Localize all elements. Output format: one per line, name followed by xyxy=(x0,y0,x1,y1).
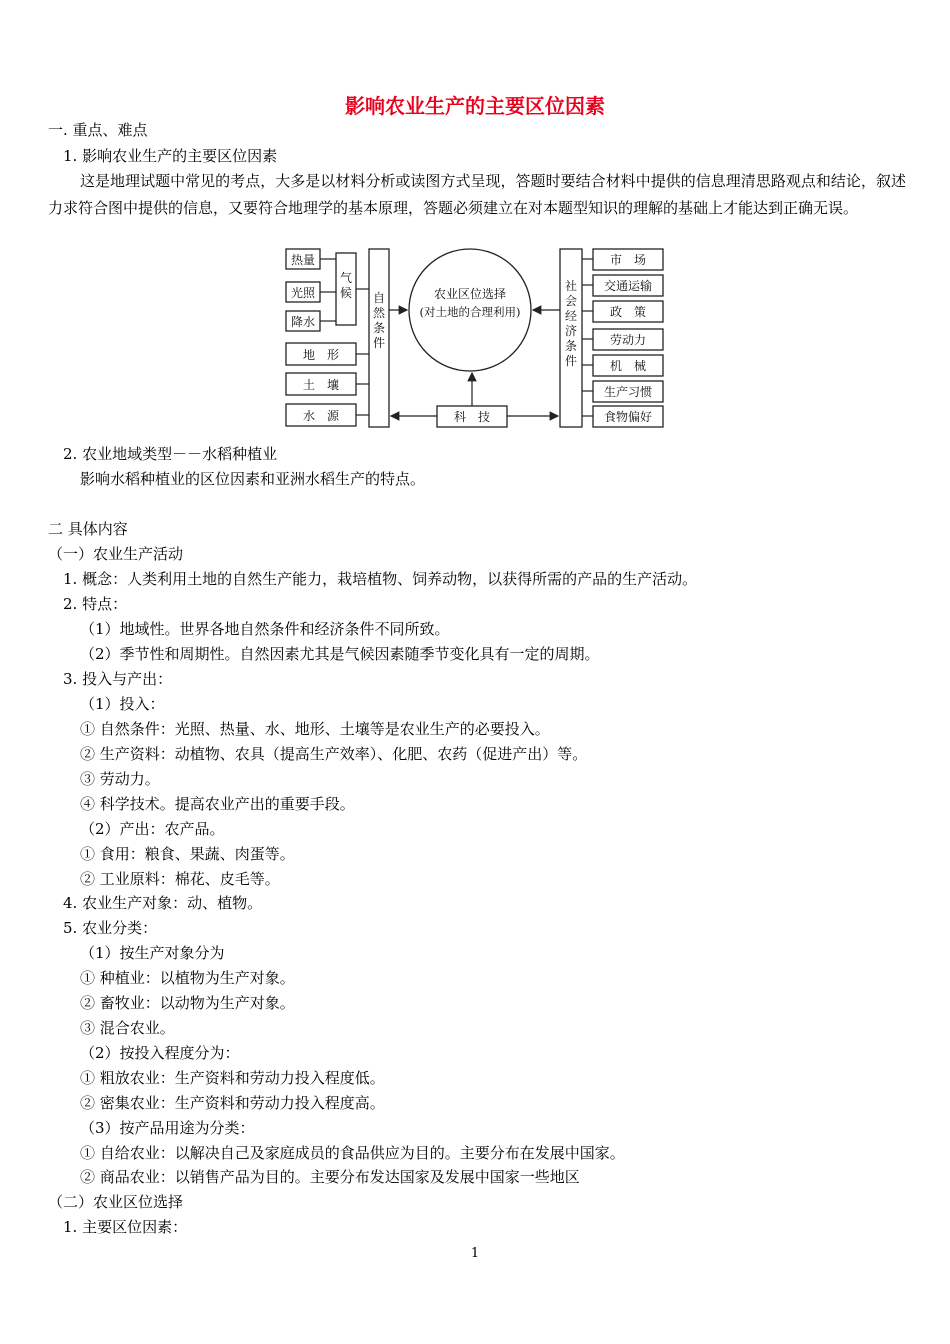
list-item: ③ 混合农业。 xyxy=(80,1019,175,1037)
list-item: ③ 劳动力。 xyxy=(80,770,160,788)
location-factors-diagram xyxy=(282,244,666,430)
list-item: ① 食用：粮食、果蔬、肉蛋等。 xyxy=(80,845,295,863)
market-label: 市 场 xyxy=(609,253,647,267)
subsection-heading: （二）农业区位选择 xyxy=(48,1193,184,1211)
list-item: ② 畜牧业：以动物为生产对象。 xyxy=(80,994,295,1012)
machinery-label: 机 械 xyxy=(609,359,647,373)
subsection-heading: （一）农业生产活动 xyxy=(48,545,184,563)
list-item: ② 生产资料：动植物、农具（提高生产效率）、化肥、农药（促进产出）等。 xyxy=(80,745,588,763)
list-item: （1）地域性。世界各地自然条件和经济条件不同所致。 xyxy=(80,620,450,638)
list-item: ② 密集农业：生产资料和劳动力投入程度高。 xyxy=(80,1094,385,1112)
list-item: 1. 影响农业生产的主要区位因素 xyxy=(63,147,278,165)
list-item: 1. 概念：人类利用土地的自然生产能力，栽培植物、饲养动物，以获得所需的产品的生产活动。 xyxy=(63,570,698,588)
list-item: （2）产出：农产品。 xyxy=(80,820,225,838)
list-item: （1）按生产对象分为 xyxy=(80,944,225,962)
list-item: 2. 特点： xyxy=(63,595,128,613)
list-item: （2）季节性和周期性。自然因素尤其是气候因素随季节变化具有一定的周期。 xyxy=(80,645,600,663)
list-item: ① 自然条件：光照、热量、水、地形、土壤等是农业生产的必要投入。 xyxy=(80,720,550,738)
heat-label: 热量 xyxy=(290,253,316,267)
list-item: ① 自给农业：以解决自己及家庭成员的食品供应为目的。主要分布在发展中国家。 xyxy=(80,1144,625,1162)
list-item: 3. 投入与产出： xyxy=(63,670,173,688)
list-item-desc: 影响水稻种植业的区位因素和亚洲水稻生产的特点。 xyxy=(80,470,426,488)
list-item: ① 粗放农业：生产资料和劳动力投入程度低。 xyxy=(80,1069,385,1087)
list-item: （3）按产品用途为分类： xyxy=(80,1119,255,1137)
center-title: 农业区位选择 xyxy=(433,287,507,301)
precipitation-label: 降水 xyxy=(290,315,316,329)
natural-label: 自然条件 xyxy=(372,291,386,350)
list-item: 1. 主要区位因素： xyxy=(63,1218,188,1236)
transport-label: 交通运输 xyxy=(603,279,653,293)
habit-label: 生产习惯 xyxy=(603,385,653,399)
list-item: （1）投入： xyxy=(80,695,165,713)
list-item: 4. 农业生产对象：动、植物。 xyxy=(63,894,263,912)
climate-label: 气候 xyxy=(339,271,353,300)
food-pref-label: 食物偏好 xyxy=(603,410,653,424)
section-heading: 二 具体内容 xyxy=(48,520,128,538)
labor-label: 劳动力 xyxy=(609,333,647,347)
sunlight-label: 光照 xyxy=(290,286,316,300)
soil-label: 土 壤 xyxy=(302,378,340,392)
list-item: 5. 农业分类： xyxy=(63,919,158,937)
list-item: ② 商品农业：以销售产品为目的。主要分布发达国家及发展中国家一些地区 xyxy=(80,1168,580,1186)
document-title: 影响农业生产的主要区位因素 xyxy=(345,94,605,118)
social-conditions-box xyxy=(560,249,582,427)
paragraph: 这是地理试题中常见的考点，大多是以材料分析或读图方式呈现，答题时要结合材料中提供的信息理清思路观点和结论，叙述力求符合图中提供的信息，又要符合地理学的基本原理，答题必须建立在对本题型知识的理解的基础上才能达到正确无误。 xyxy=(48,172,906,217)
policy-label: 政 策 xyxy=(609,305,647,319)
center-subtitle: (对土地的合理利用) xyxy=(419,305,521,319)
page-number: 1 xyxy=(470,1246,480,1261)
list-item: （2）按投入程度分为： xyxy=(80,1044,240,1062)
list-item: ① 种植业：以植物为生产对象。 xyxy=(80,969,295,987)
social-label: 社会经济条件 xyxy=(564,279,578,368)
tech-label: 科 技 xyxy=(453,410,491,424)
water-label: 水 源 xyxy=(302,409,340,423)
list-item: ② 工业原料：棉花、皮毛等。 xyxy=(80,870,280,888)
list-item: ④ 科学技术。提高农业产出的重要手段。 xyxy=(80,795,355,813)
list-item: 2. 农业地域类型－－水稻种植业 xyxy=(63,445,278,463)
section-heading: 一. 重点、难点 xyxy=(48,121,148,139)
terrain-label: 地 形 xyxy=(302,348,340,362)
